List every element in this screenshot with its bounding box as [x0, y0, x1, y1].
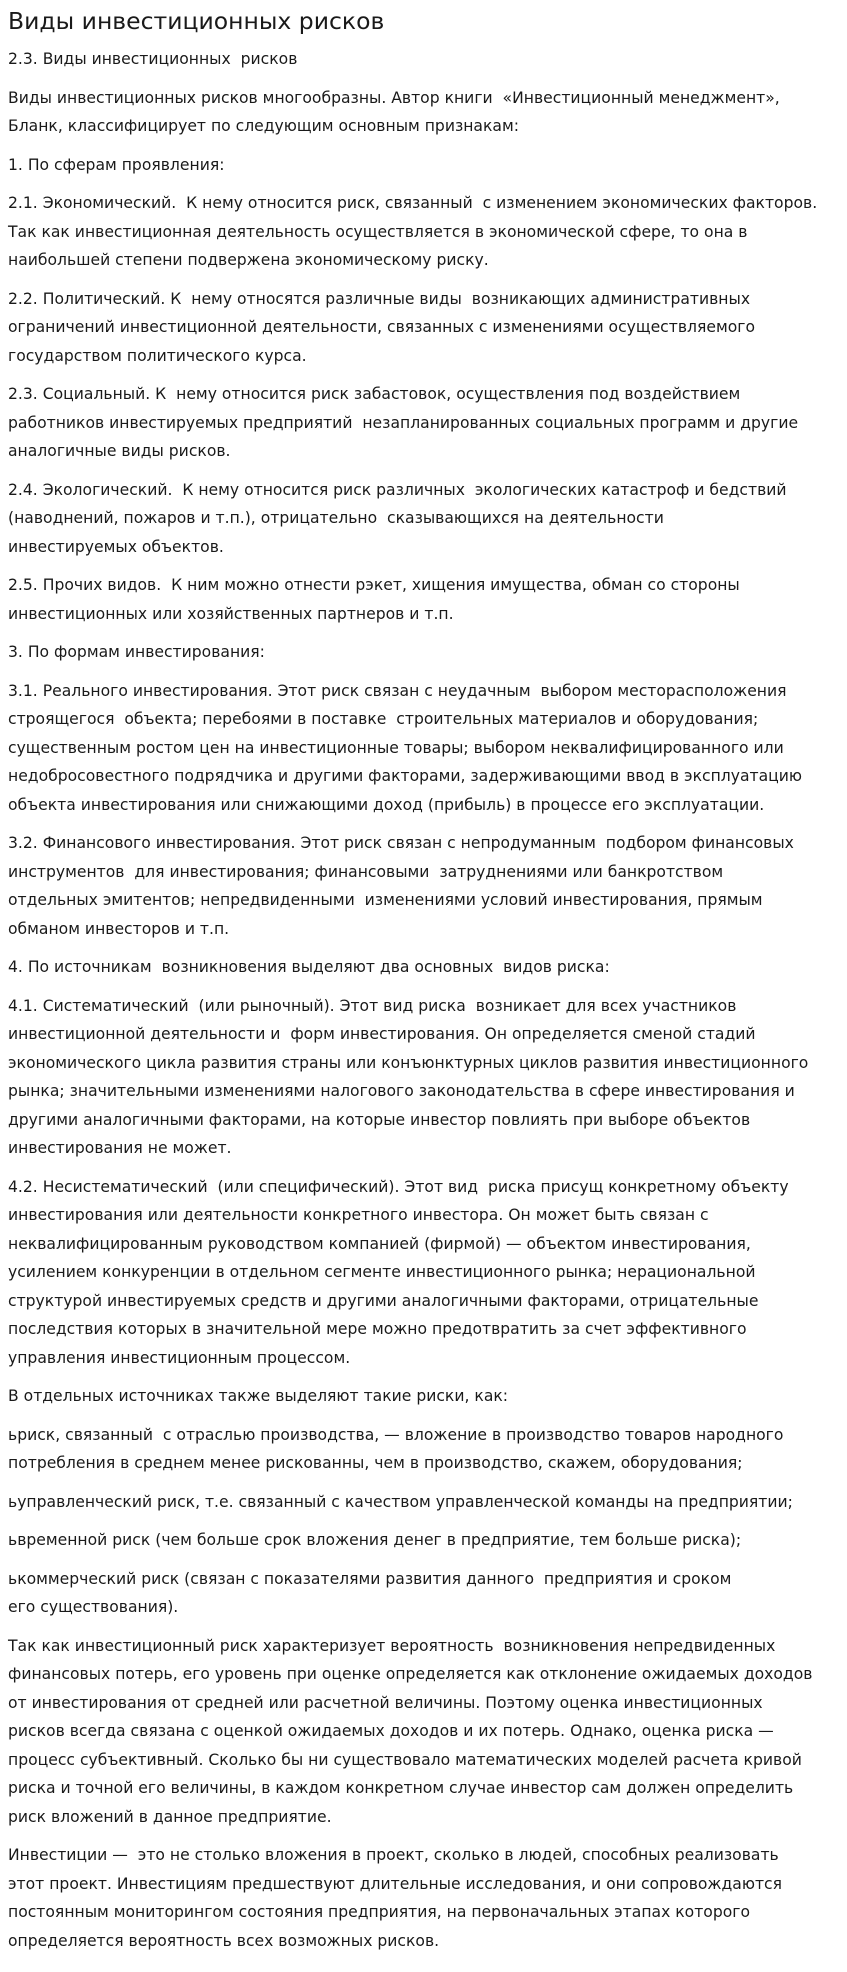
paragraph-line: 2.3. Виды инвестиционных рисков [8, 50, 298, 68]
paragraph [8, 380, 837, 466]
paragraph-line: Бланк, классифицирует по следующим основным признакам: [8, 117, 519, 135]
paragraph-line: 2.5. Прочих видов. К ним можно отнести рэкет, хищения имущества, обман со стороны [8, 576, 740, 594]
paragraph-line: его существования). [8, 1598, 179, 1616]
paragraph-line: 4. По источникам возникновения выделяют два основных видов риска: [8, 958, 610, 976]
paragraph [8, 638, 837, 667]
paragraph-line: инвестируемых объектов. [8, 537, 224, 556]
paragraph [8, 45, 837, 74]
paragraph-line: неквалифицированным руководством компанией (фирмой) — объектом инвестирования, [8, 1234, 751, 1253]
article-body [8, 45, 837, 1955]
paragraph-line: 4.2. Несистематический (или специфический). Этот вид риска присущ конкретному объекту [8, 1177, 789, 1196]
paragraph-line: 4.1. Систематический (или рыночный). Этот вид риска возникает для всех участников [8, 996, 737, 1015]
paragraph-line: строящегося объекта; перебоями в поставке строительных материалов и оборудования; [8, 710, 759, 728]
paragraph-line: 2.4. Экологический. К нему относится риск различных экологических катастроф и бедствий [8, 480, 787, 499]
paragraph-line: последствия которых в значительной мере можно предотвратить за счет эффективного [8, 1320, 747, 1338]
paragraph-line: В отдельных источниках также выделяют такие риски, как: [8, 1387, 509, 1405]
paragraph-line: ьуправленческий риск, т.е. связанный с качеством управленческой команды на предприятии; [8, 1492, 793, 1511]
paragraph-line: ограничений инвестиционной деятельности, связанных с изменениями осуществляемого [8, 318, 755, 336]
paragraph-line: управления инвестиционным процессом. [8, 1348, 351, 1367]
paragraph-line: обманом инвесторов и т.п. [8, 919, 230, 938]
paragraph-line: постоянным мониторингом состояния предприятия, на первоначальных этапах которого [8, 1903, 751, 1921]
paragraph-line: другими аналогичными факторами, на которые инвестор повлиять при выборе объектов [8, 1110, 751, 1129]
paragraph-line: Так как инвестиционный риск характеризует вероятность возникновения непредвиденных [8, 1636, 776, 1655]
paragraph [8, 1841, 837, 1955]
paragraph [8, 1565, 837, 1622]
paragraph-line: риска и точной его величины, в каждом конкретном случае инвестор сам должен определить [8, 1779, 794, 1797]
paragraph [8, 1632, 837, 1832]
paragraph-line: объекта инвестирования или снижающими доход (прибыль) в процессе его эксплуатации. [8, 795, 765, 814]
paragraph-line: недобросовестного подрядчика и другими факторами, задерживающими ввод в эксплуатацию [8, 767, 803, 785]
paragraph-line: финансовых потерь, его уровень при оценке определяется как отклонение ожидаемых доходов [8, 1665, 813, 1683]
paragraph-line: отдельных эмитентов; непредвиденными изменениями условий инвестирования, прямым [8, 891, 763, 909]
paragraph-line: 3.2. Финансового инвестирования. Этот риск связан с непродуманным подбором финансовых [8, 834, 794, 852]
paragraph-line: 2.3. Социальный. К нему относится риск забастовок, осуществления под воздействием [8, 385, 741, 403]
page-title: Виды инвестиционных рисков [8, 7, 385, 35]
paragraph-line: государством политического курса. [8, 346, 307, 365]
paragraph-line: работников инвестируемых предприятий незапланированных социальных программ и другие [8, 413, 799, 432]
paragraph [8, 476, 837, 562]
paragraph-line: процесс субъективный. Сколько бы ни существовало математических моделей расчета кривой [8, 1750, 802, 1769]
paragraph [8, 151, 837, 180]
paragraph [8, 1488, 837, 1517]
paragraph-line: рынка; значительными изменениями налогового законодательства в сфере инвестирования и [8, 1082, 795, 1100]
paragraph-line: усилением конкуренции в отдельном сегменте инвестиционного рынка; нерациональной [8, 1263, 756, 1281]
paragraph-line: инвестирования не может. [8, 1139, 232, 1157]
paragraph-line: инвестиционной деятельности и форм инвестирования. Он определяется сменой стадий [8, 1025, 756, 1043]
paragraph-line: этот проект. Инвестициям предшествуют длительные исследования, и они сопровождаются [8, 1874, 782, 1893]
paragraph-line: 2.2. Политический. К нему относятся различные виды возникающих административных [8, 289, 751, 308]
paragraph-line: от инвестирования от средней или расчетной величины. Поэтому оценка инвестиционных [8, 1693, 763, 1712]
paragraph-line: ьвременной риск (чем больше срок вложения денег в предприятие, тем больше риска); [8, 1531, 742, 1549]
paragraph-line: инструментов для инвестирования; финансовыми затруднениями или банкротством [8, 862, 724, 881]
paragraph-line: ьриск, связанный с отраслью производства, — вложение в производство товаров народного [8, 1425, 784, 1444]
paragraph [8, 1526, 837, 1555]
paragraph [8, 84, 837, 141]
paragraph-line: существенным ростом цен на инвестиционные товары; выбором неквалифицированного или [8, 738, 784, 757]
paragraph-line: Инвестиции — это не столько вложения в проект, сколько в людей, способных реализовать [8, 1846, 779, 1864]
paragraph [8, 571, 837, 628]
paragraph [8, 189, 837, 275]
paragraph-line: рисков всегда связана с оценкой ожидаемых доходов и их потерь. Однако, оценка риска — [8, 1722, 774, 1740]
paragraph [8, 992, 837, 1163]
paragraph-line: определяется вероятность всех возможных рисков. [8, 1931, 440, 1950]
paragraph-line: экономического цикла развития страны или конъюнктурных циклов развития инвестиционного [8, 1053, 809, 1072]
paragraph [8, 953, 837, 982]
paragraph [8, 677, 837, 820]
paragraph [8, 1173, 837, 1373]
paragraph-line: аналогичные виды рисков. [8, 442, 231, 460]
paragraph [8, 829, 837, 943]
paragraph-line: 2.1. Экономический. К нему относится риск, связанный с изменением экономических факторов. [8, 194, 818, 212]
paragraph-line: 1. По сферам проявления: [8, 155, 225, 174]
paragraph-line: (наводнений, пожаров и т.п.), отрицательно сказывающихся на деятельности [8, 509, 664, 527]
paragraph-line: инвестиционных или хозяйственных партнеров и т.п. [8, 604, 454, 623]
paragraph-line: риск вложений в данное предприятие. [8, 1807, 332, 1826]
paragraph-line: ькоммерческий риск (связан с показателями развития данного предприятия и сроком [8, 1569, 732, 1588]
paragraph-line: 3.1. Реального инвестирования. Этот риск связан с неудачным выбором месторасположения [8, 681, 787, 700]
paragraph [8, 1382, 837, 1411]
paragraph-line: инвестирования или деятельности конкретного инвестора. Он может быть связан с [8, 1206, 709, 1224]
paragraph-line: 3. По формам инвестирования: [8, 643, 265, 661]
paragraph-line: Виды инвестиционных рисков многообразны. Автор книги «Инвестиционный менеджмент», [8, 88, 780, 107]
paragraph [8, 285, 837, 371]
paragraph-line: наибольшей степени подвержена экономическому риску. [8, 251, 489, 269]
paragraph [8, 1421, 837, 1478]
paragraph-line: потребления в среднем менее рискованны, чем в производство, скажем, оборудования; [8, 1454, 743, 1472]
paragraph-line: Так как инвестиционная деятельность осуществляется в экономической сфере, то она в [8, 222, 748, 241]
paragraph-line: структурой инвестируемых средств и другими аналогичными факторами, отрицательные [8, 1291, 759, 1310]
